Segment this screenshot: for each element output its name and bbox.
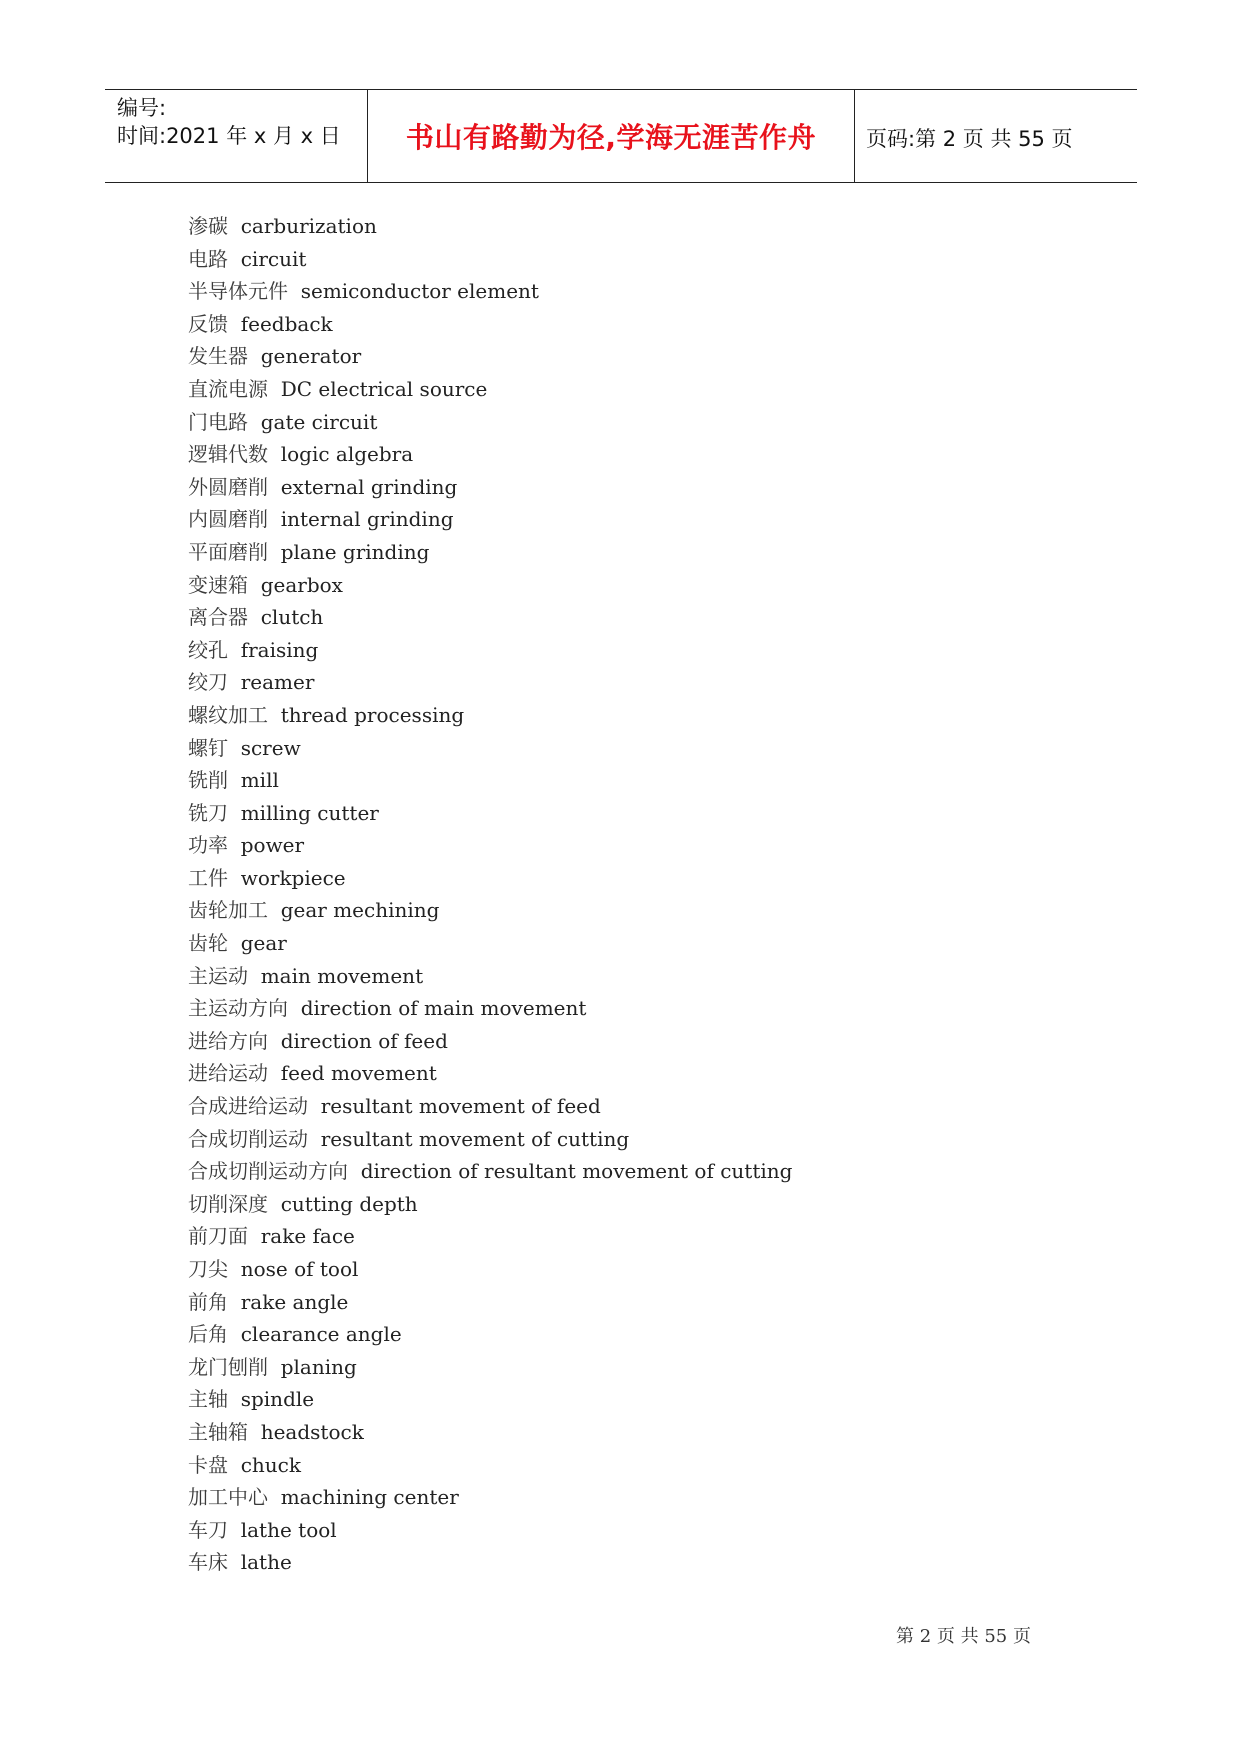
- term-english: thread processing: [280, 702, 465, 727]
- term-chinese: 外圆磨削: [188, 474, 268, 499]
- term-english: clutch: [260, 605, 324, 630]
- term-row: [188, 634, 792, 667]
- term-row: [188, 503, 792, 536]
- term-english: clearance angle: [240, 1322, 402, 1347]
- term-row: [188, 406, 792, 439]
- term-row: [188, 1286, 792, 1319]
- term-row: [188, 536, 792, 569]
- term-chinese: 车床: [188, 1550, 228, 1575]
- term-english: gearbox: [260, 572, 343, 597]
- term-row: [188, 1253, 792, 1286]
- term-english: logic algebra: [280, 442, 414, 467]
- term-chinese: 龙门刨削: [188, 1354, 268, 1379]
- term-row: [188, 1155, 792, 1188]
- term-english: screw: [240, 735, 301, 760]
- term-english: chuck: [240, 1452, 302, 1477]
- term-english: fraising: [240, 637, 319, 662]
- term-chinese: 主轴: [188, 1387, 228, 1412]
- term-english: rake angle: [240, 1289, 349, 1314]
- header-page-cell: [855, 90, 1137, 182]
- term-chinese: 螺纹加工: [188, 702, 268, 727]
- term-english: planing: [280, 1354, 357, 1379]
- term-row: [188, 992, 792, 1025]
- term-row: [188, 797, 792, 830]
- term-row: [188, 340, 792, 373]
- term-row: [188, 601, 792, 634]
- term-english: direction of feed: [280, 1028, 448, 1053]
- page-footer: 第 2 页 共 55 页: [896, 1626, 1031, 1647]
- term-row: [188, 829, 792, 862]
- term-english: resultant movement of feed: [320, 1094, 601, 1119]
- term-chinese: 功率: [188, 833, 228, 858]
- term-english: spindle: [240, 1387, 315, 1412]
- term-row: [188, 862, 792, 895]
- term-english: direction of resultant movement of cutting: [360, 1159, 793, 1184]
- term-row: [188, 1318, 792, 1351]
- term-chinese: 合成进给运动: [188, 1094, 308, 1119]
- term-english: power: [240, 833, 305, 858]
- term-english: reamer: [240, 670, 315, 695]
- term-row: [188, 1514, 792, 1547]
- term-chinese: 发生器: [188, 344, 248, 369]
- term-chinese: 螺钉: [188, 735, 228, 760]
- term-chinese: 进给运动: [188, 1061, 268, 1086]
- term-row: [188, 1025, 792, 1058]
- term-row: [188, 1090, 792, 1123]
- motto-text: 书山有路勤为径,学海无涯苦作舟: [405, 121, 817, 154]
- term-chinese: 工件: [188, 865, 228, 890]
- term-chinese: 主运动: [188, 963, 248, 988]
- date-line: 时间:2021 年 x 月 x 日: [117, 124, 341, 148]
- term-english: direction of main movement: [300, 996, 587, 1021]
- term-row: [188, 471, 792, 504]
- term-row: [188, 699, 792, 732]
- term-chinese: 平面磨削: [188, 539, 268, 564]
- term-english: milling cutter: [240, 800, 379, 825]
- term-chinese: 内圆磨削: [188, 507, 268, 532]
- term-chinese: 后角: [188, 1322, 228, 1347]
- term-chinese: 绞刀: [188, 670, 228, 695]
- term-row: [188, 1057, 792, 1090]
- term-chinese: 进给方向: [188, 1028, 268, 1053]
- term-chinese: 切削深度: [188, 1191, 268, 1216]
- term-english: external grinding: [280, 474, 458, 499]
- term-english: resultant movement of cutting: [320, 1126, 630, 1151]
- term-row: [188, 1220, 792, 1253]
- term-english: lathe tool: [240, 1517, 337, 1542]
- term-row: [188, 1383, 792, 1416]
- term-row: [188, 1449, 792, 1482]
- term-chinese: 逻辑代数: [188, 442, 268, 467]
- term-english: lathe: [240, 1550, 292, 1575]
- term-row: [188, 894, 792, 927]
- term-row: [188, 1481, 792, 1514]
- term-chinese: 齿轮: [188, 931, 228, 956]
- term-row: [188, 732, 792, 765]
- term-row: [188, 210, 792, 243]
- term-chinese: 绞孔: [188, 637, 228, 662]
- term-english: internal grinding: [280, 507, 454, 532]
- term-chinese: 合成切削运动方向: [188, 1159, 348, 1184]
- term-english: mill: [240, 768, 279, 793]
- term-english: carburization: [240, 214, 377, 238]
- page-number-info: 页码:第 2 页 共 55 页: [866, 127, 1073, 151]
- term-chinese: 合成切削运动: [188, 1126, 308, 1151]
- term-list: [188, 210, 792, 1579]
- term-english: nose of tool: [240, 1257, 359, 1281]
- term-row: [188, 1123, 792, 1156]
- term-row: [188, 569, 792, 602]
- term-chinese: 直流电源: [188, 376, 268, 401]
- term-english: rake face: [260, 1224, 355, 1249]
- serial-number-label: 编号:: [117, 96, 167, 120]
- term-row: [188, 308, 792, 341]
- page-header: [105, 89, 1137, 183]
- term-chinese: 齿轮加工: [188, 898, 268, 923]
- term-chinese: 主运动方向: [188, 996, 288, 1021]
- term-english: generator: [260, 344, 362, 369]
- term-chinese: 变速箱: [188, 572, 248, 597]
- term-chinese: 前刀面: [188, 1224, 248, 1249]
- term-chinese: 主轴箱: [188, 1419, 248, 1444]
- term-chinese: 车刀: [188, 1517, 228, 1542]
- term-english: gear: [240, 931, 287, 956]
- term-chinese: 门电路: [188, 409, 248, 434]
- term-chinese: 离合器: [188, 605, 248, 630]
- term-row: [188, 373, 792, 406]
- term-row: [188, 438, 792, 471]
- term-chinese: 加工中心: [188, 1485, 268, 1510]
- term-chinese: 铣刀: [188, 800, 228, 825]
- term-chinese: 刀尖: [188, 1257, 228, 1281]
- term-row: [188, 764, 792, 797]
- term-chinese: 反馈: [188, 311, 228, 336]
- term-row: [188, 1416, 792, 1449]
- term-english: gear mechining: [280, 898, 440, 923]
- term-row: [188, 960, 792, 993]
- term-row: [188, 927, 792, 960]
- term-english: plane grinding: [280, 539, 430, 564]
- term-chinese: 铣削: [188, 768, 228, 793]
- term-chinese: 电路: [188, 246, 228, 271]
- term-row: [188, 1351, 792, 1384]
- term-english: feedback: [240, 311, 333, 336]
- term-english: gate circuit: [260, 409, 378, 434]
- term-english: semiconductor element: [300, 279, 539, 304]
- term-english: main movement: [260, 963, 424, 988]
- term-row: [188, 1546, 792, 1579]
- term-english: circuit: [240, 246, 307, 271]
- term-chinese: 前角: [188, 1289, 228, 1314]
- term-chinese: 渗碳: [188, 214, 228, 238]
- term-english: workpiece: [240, 865, 346, 890]
- term-row: [188, 275, 792, 308]
- term-english: machining center: [280, 1485, 459, 1510]
- term-row: [188, 1188, 792, 1221]
- header-meta-cell: [105, 90, 367, 182]
- term-row: [188, 666, 792, 699]
- term-english: headstock: [260, 1419, 364, 1444]
- term-chinese: 半导体元件: [188, 279, 288, 304]
- term-english: DC electrical source: [280, 376, 488, 401]
- header-motto-cell: [367, 90, 855, 182]
- term-row: [188, 243, 792, 276]
- term-english: feed movement: [280, 1061, 437, 1086]
- term-chinese: 卡盘: [188, 1452, 228, 1477]
- term-english: cutting depth: [280, 1191, 418, 1216]
